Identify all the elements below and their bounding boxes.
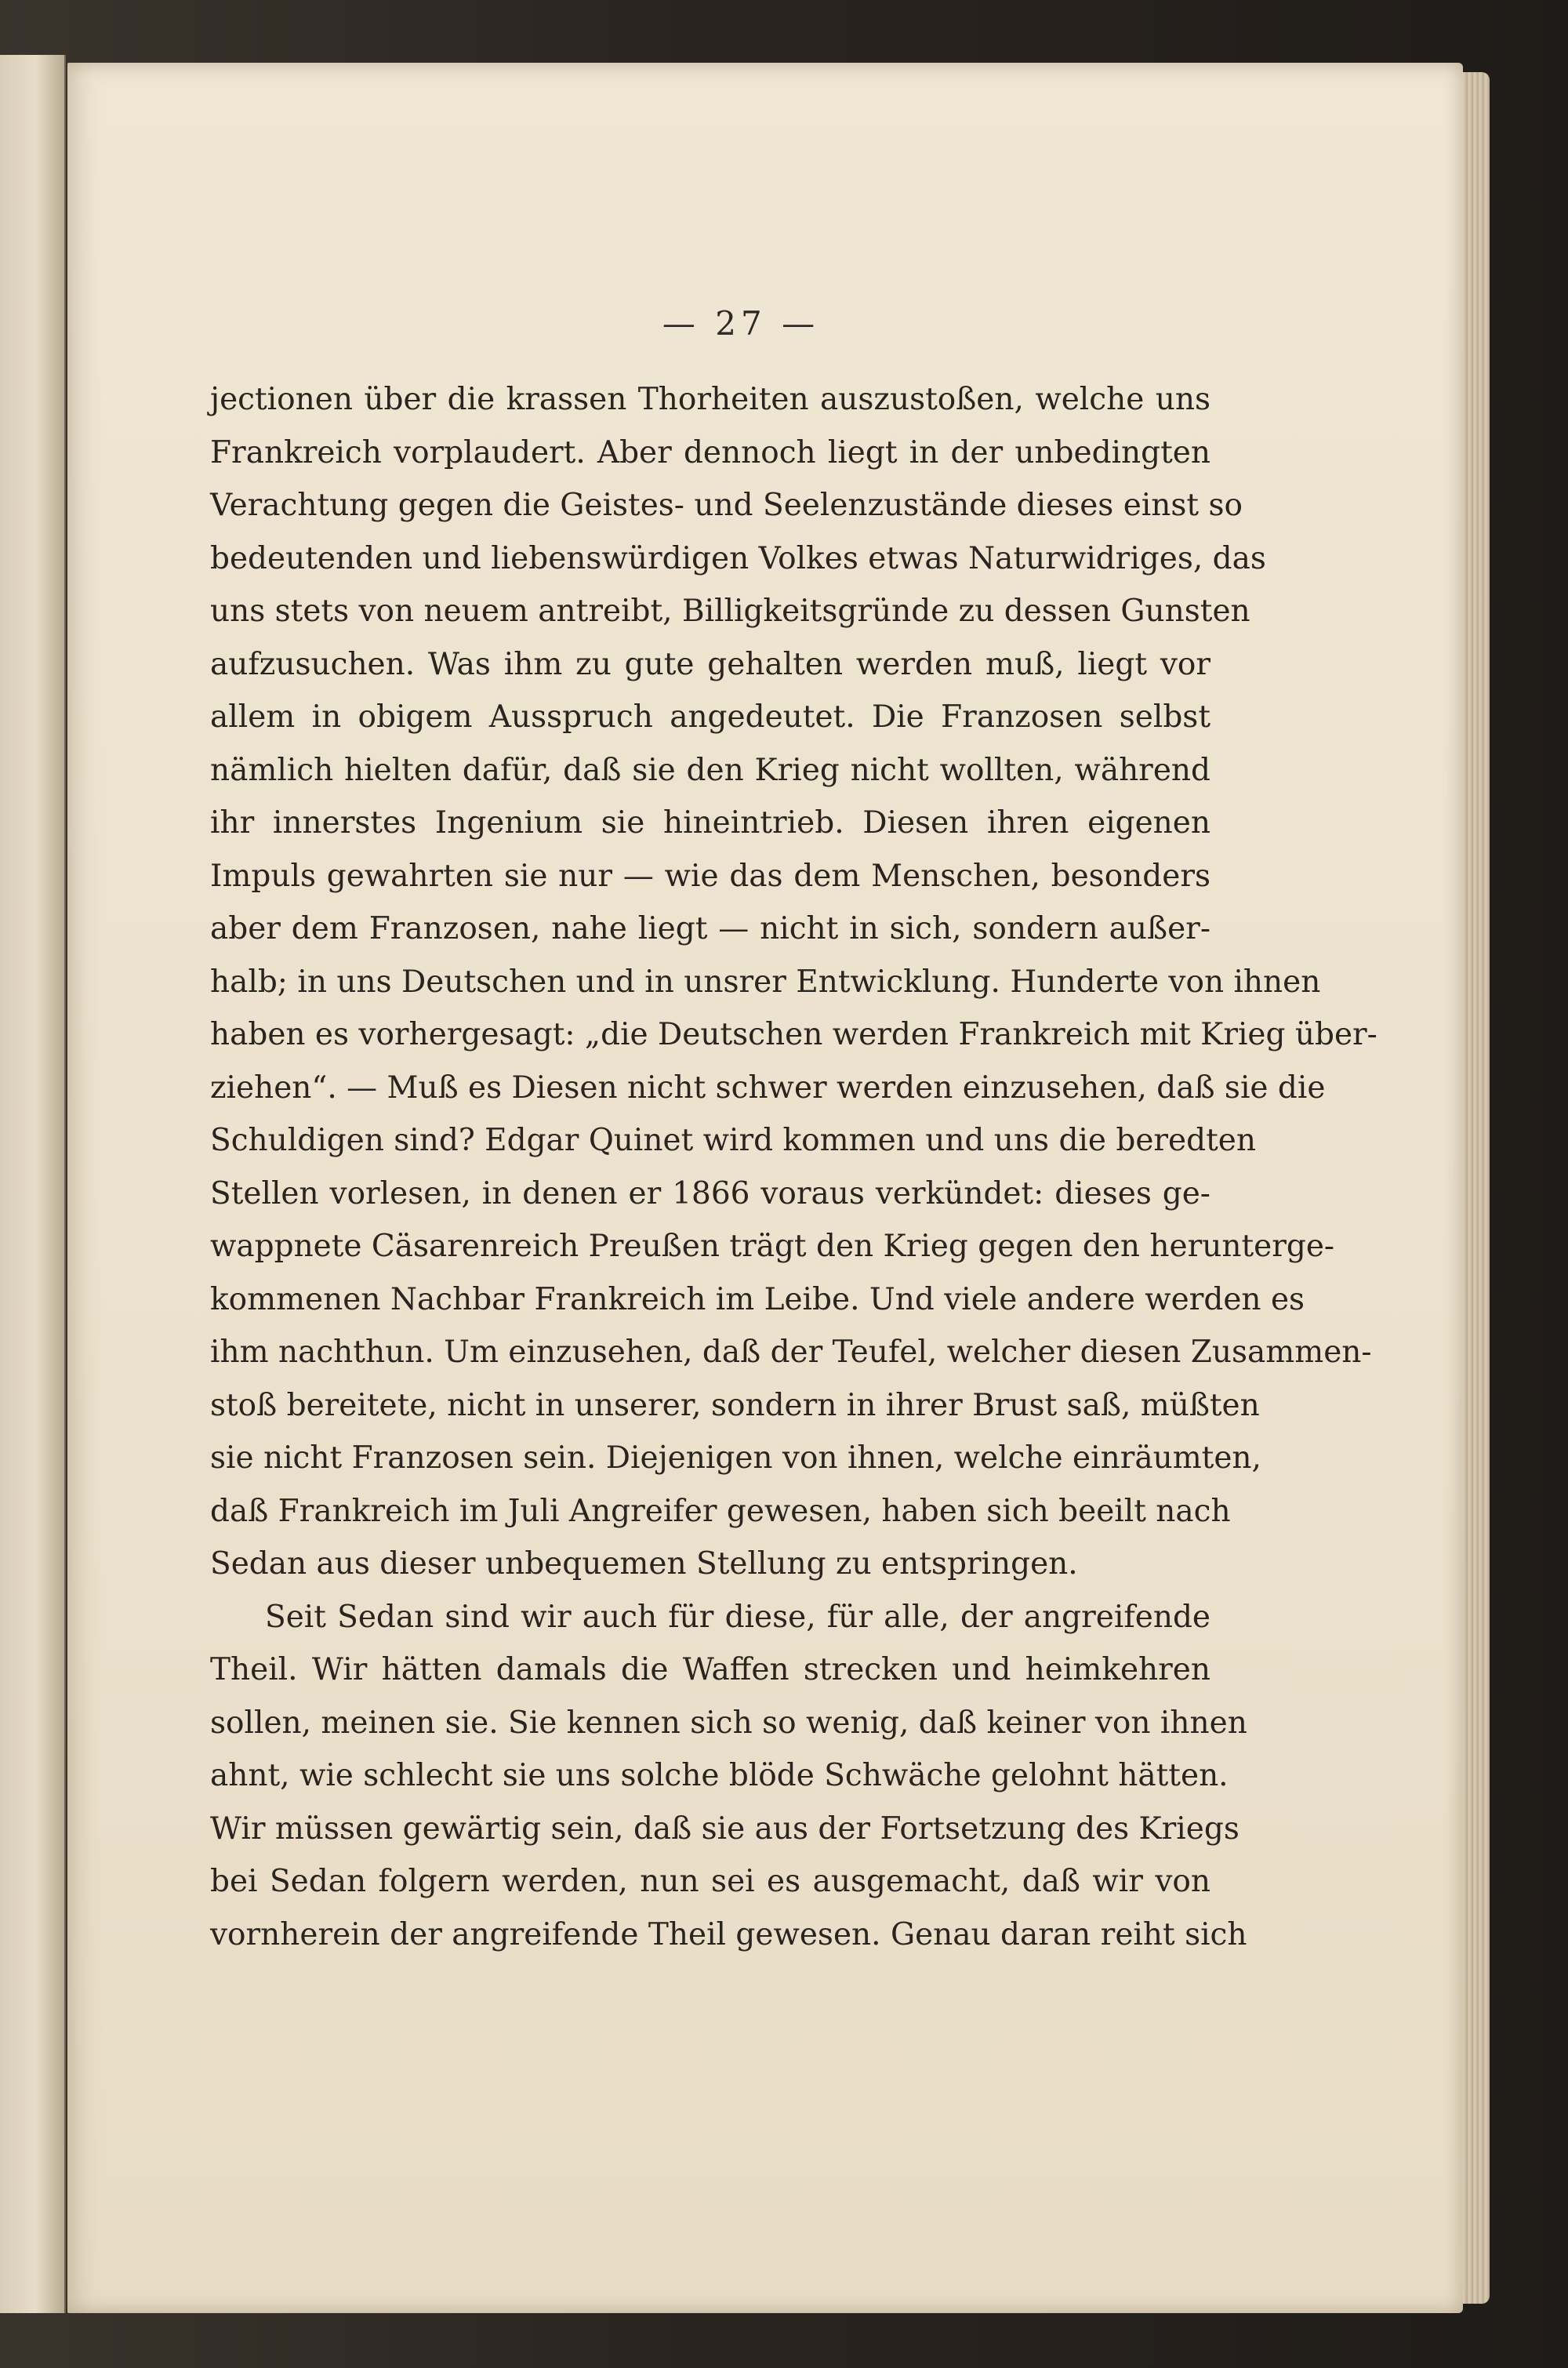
text-line: bedeutenden und liebenswürdigen Volkes etwas Naturwidriges, das [210,540,1266,576]
text-line: Theil. Wir hätten damals die Waffen strecken und heimkehren [210,1652,1210,1687]
text-line: allem in obigem Ausspruch angedeutet. Die Franzosen selbst [210,699,1210,735]
text-line: Impuls gewahrten sie nur — wie das dem Menschen, besonders [210,858,1210,894]
text-line: bei Sedan folgern werden, nun sei es ausgemacht, daß wir von [210,1864,1210,1899]
text-line: stoß bereitete, nicht in unserer, sondern in ihrer Brust saß, müßten [210,1387,1260,1423]
text-line: Wir müssen gewärtig sein, daß sie aus der Fortsetzung des Kriegs [210,1811,1240,1847]
text-line: ihr innerstes Ingenium sie hineintrieb. Diesen ihren eigenen [210,805,1210,841]
text-line: daß Frankreich im Juli Angreifer gewesen, haben sich beeilt nach [210,1493,1231,1529]
left-page-edge [0,55,66,2313]
text-line: sollen, meinen sie. Sie kennen sich so wenig, daß keiner von ihnen [210,1705,1247,1741]
text-line: Verachtung gegen die Geistes- und Seelenzustände dieses einst so [210,488,1243,523]
text-line: kommenen Nachbar Frankreich im Leibe. Und viele andere werden es [210,1281,1305,1317]
text-line: ahnt, wie schlecht sie uns solche blöde Schwäche gelohnt hätten. [210,1758,1229,1793]
text-line: Frankreich vorplaudert. Aber dennoch liegt in der unbedingten [210,434,1210,470]
text-line: aufzusuchen. Was ihm zu gute gehalten werden muß, liegt vor [210,646,1210,682]
text-line: nämlich hielten dafür, daß sie den Krieg nicht wollten, während [210,752,1210,788]
text-line: ihm nachthun. Um einzusehen, daß der Teufel, welcher diesen Zusammen- [210,1335,1372,1370]
text-line: uns stets von neuem antreibt, Billigkeitsgründe zu dessen Gunsten [210,594,1250,629]
page-number: — 27 — [662,304,820,343]
text-line: wappnete Cäsarenreich Preußen trägt den Krieg gegen den herunterge- [210,1229,1335,1264]
text-line: halb; in uns Deutschen und in unsrer Entwicklung. Hunderte von ihnen [210,964,1321,1000]
text-line: jectionen über die krassen Thorheiten auszustoßen, welche uns [210,382,1210,417]
text-line: aber dem Franzosen, nahe liegt — nicht in sich, sondern außer- [210,911,1210,946]
text-line: ziehen“. — Muß es Diesen nicht schwer werden einzusehen, daß sie die [210,1070,1326,1106]
text-line: Stellen vorlesen, in denen er 1866 voraus verkündet: dieses ge- [210,1175,1210,1211]
text-line: vornherein der angreifende Theil gewesen. Genau daran reiht sich [210,1916,1247,1952]
text-line: haben es vorhergesagt: „die Deutschen werden Frankreich mit Krieg über- [210,1017,1377,1052]
text-line: Seit Sedan sind wir auch für diese, für alle, der angreifende [265,1599,1210,1635]
text-line: Schuldigen sind? Edgar Quinet wird kommen und uns die beredten [210,1123,1256,1158]
page-body-text [210,373,1377,1961]
text-line: Sedan aus dieser unbequemen Stellung zu entspringen. [210,1546,1078,1582]
text-line: sie nicht Franzosen sein. Diejenigen von ihnen, welche einräumten, [210,1440,1261,1476]
page-stack-edge [1463,72,1490,2304]
